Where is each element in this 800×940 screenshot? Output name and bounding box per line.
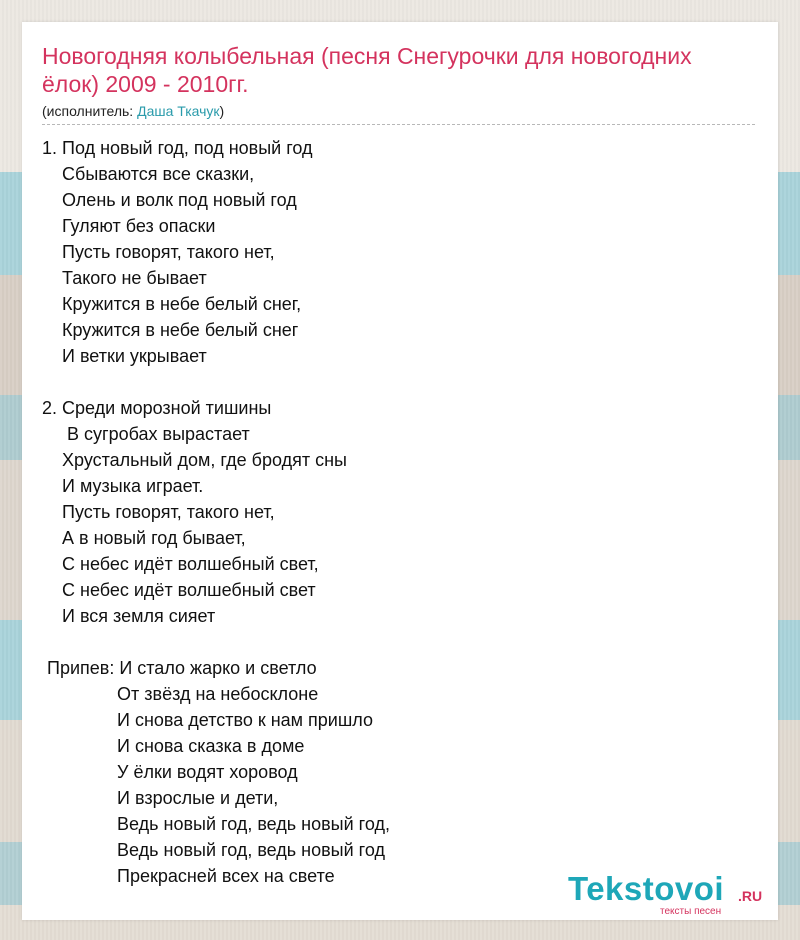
logo-tld: .RU (738, 888, 763, 904)
performer-prefix: (исполнитель: (42, 103, 138, 119)
performer-link[interactable]: Даша Ткачук (137, 103, 220, 119)
performer-line (42, 103, 224, 119)
logo-text: Tekstovoi (568, 870, 725, 907)
song-title: Новогодняя колыбельная (песня Снегурочки для новогодних ёлок) 2009 - 2010гг. (42, 43, 692, 97)
site-logo[interactable] (568, 870, 778, 918)
song-lyrics: 1. Под новый год, под новый год Сбываются все сказки, Олень и волк под новый год Гуляют без опаски Пусть говорят, такого нет, Такого не бывает Кружится в небе белый снег, Кружится в небе белый снег И ветки укрывает 2. Среди морозной тишины В сугробах вырастает Хрустальный дом, где бродят сны И музыка играет. Пусть говорят, такого нет, А в новый год бывает, С небес идёт волшебный свет, С небес идёт волшебный свет И вся земля сияет Припев: И стало жарко и светло От звёзд на небосклоне И снова детство к нам пришло И снова сказка в доме У ёлки водят хоровод И взрослые и дети, Ведь новый год, ведь новый год, Ведь новый год, ведь новый год Прекрасней всех на свете (42, 138, 390, 886)
divider (42, 124, 755, 125)
performer-suffix: ) (219, 103, 225, 119)
lyrics-card (22, 22, 778, 920)
logo-tagline: тексты песен (660, 906, 722, 917)
